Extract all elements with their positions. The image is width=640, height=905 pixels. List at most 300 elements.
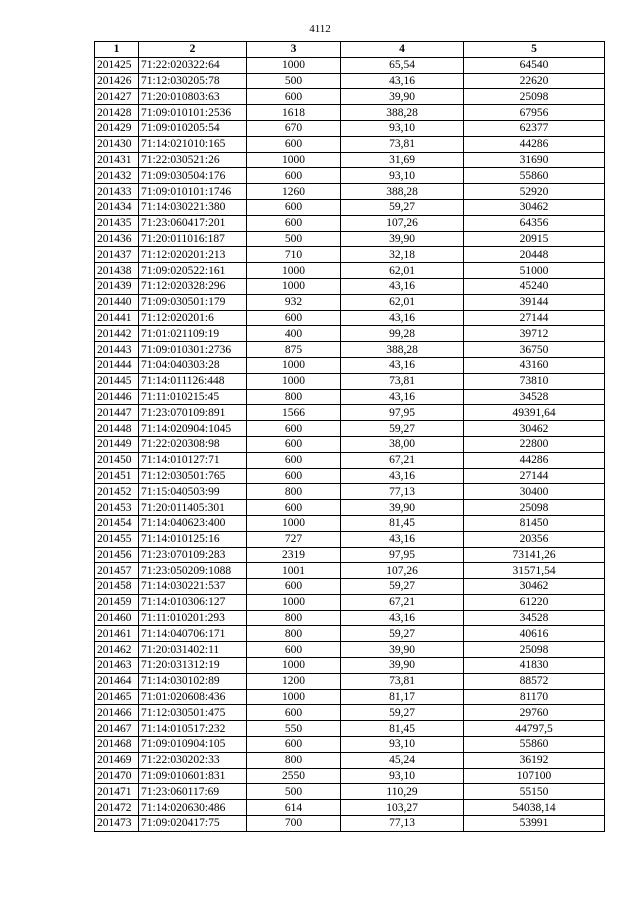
area-cell: 1001: [247, 563, 341, 579]
area-cell: 1260: [247, 184, 341, 200]
table-row: [95, 389, 605, 405]
value-cell: 53991: [464, 816, 605, 832]
rate-cell: 73,81: [341, 673, 464, 689]
rate-cell: 31,69: [341, 152, 464, 168]
cadastral-number-cell: 71:01:020608:436: [139, 689, 247, 705]
row-number-cell: 201463: [95, 658, 139, 674]
value-cell: 54038,14: [464, 800, 605, 816]
area-cell: 1000: [247, 263, 341, 279]
cadastral-number-cell: 71:14:040706:171: [139, 626, 247, 642]
cadastral-number-cell: 71:23:060117:69: [139, 784, 247, 800]
row-number-cell: 201461: [95, 626, 139, 642]
table-row: [95, 421, 605, 437]
cadastral-number-cell: 71:23:050209:1088: [139, 563, 247, 579]
table-row: [95, 547, 605, 563]
value-cell: 39144: [464, 294, 605, 310]
rate-cell: 43,16: [341, 610, 464, 626]
area-cell: 1000: [247, 658, 341, 674]
area-cell: 1566: [247, 405, 341, 421]
rate-cell: 45,24: [341, 752, 464, 768]
rate-cell: 77,13: [341, 484, 464, 500]
rate-cell: 43,16: [341, 389, 464, 405]
row-number-cell: 201454: [95, 515, 139, 531]
table-row: [95, 231, 605, 247]
table-row: [95, 105, 605, 121]
header-row: [95, 42, 605, 58]
value-cell: 31690: [464, 152, 605, 168]
row-number-cell: 201439: [95, 278, 139, 294]
value-cell: 45240: [464, 278, 605, 294]
row-number-cell: 201448: [95, 421, 139, 437]
value-cell: 36192: [464, 752, 605, 768]
value-cell: 22620: [464, 73, 605, 89]
table-row: [95, 247, 605, 263]
value-cell: 55860: [464, 737, 605, 753]
row-number-cell: 201471: [95, 784, 139, 800]
rate-cell: 81,45: [341, 515, 464, 531]
rate-cell: 93,10: [341, 768, 464, 784]
row-number-cell: 201433: [95, 184, 139, 200]
cadastral-number-cell: 71:09:010205:54: [139, 120, 247, 136]
row-number-cell: 201452: [95, 484, 139, 500]
table-row: [95, 263, 605, 279]
area-cell: 1200: [247, 673, 341, 689]
value-cell: 20915: [464, 231, 605, 247]
rate-cell: 93,10: [341, 737, 464, 753]
rate-cell: 59,27: [341, 421, 464, 437]
row-number-cell: 201438: [95, 263, 139, 279]
cadastral-number-cell: 71:20:011405:301: [139, 500, 247, 516]
rate-cell: 43,16: [341, 468, 464, 484]
row-number-cell: 201443: [95, 342, 139, 358]
area-cell: 800: [247, 752, 341, 768]
cadastral-number-cell: 71:14:011126:448: [139, 373, 247, 389]
value-cell: 73810: [464, 373, 605, 389]
value-cell: 43160: [464, 357, 605, 373]
rate-cell: 43,16: [341, 73, 464, 89]
rate-cell: 32,18: [341, 247, 464, 263]
column-header-4: 4: [341, 42, 464, 58]
column-header-1: 1: [95, 42, 139, 58]
cadastral-value-table: [94, 41, 605, 832]
area-cell: 800: [247, 484, 341, 500]
cadastral-number-cell: 71:20:031312:19: [139, 658, 247, 674]
row-number-cell: 201468: [95, 737, 139, 753]
table-row: [95, 800, 605, 816]
cadastral-number-cell: 71:14:010517:232: [139, 721, 247, 737]
table-row: [95, 73, 605, 89]
rate-cell: 388,28: [341, 184, 464, 200]
value-cell: 25098: [464, 89, 605, 105]
area-cell: 800: [247, 610, 341, 626]
value-cell: 49391,64: [464, 405, 605, 421]
area-cell: 2550: [247, 768, 341, 784]
area-cell: 600: [247, 136, 341, 152]
cadastral-number-cell: 71:14:030102:89: [139, 673, 247, 689]
value-cell: 81450: [464, 515, 605, 531]
area-cell: 800: [247, 389, 341, 405]
table-row: [95, 294, 605, 310]
row-number-cell: 201472: [95, 800, 139, 816]
value-cell: 39712: [464, 326, 605, 342]
value-cell: 73141,26: [464, 547, 605, 563]
value-cell: 44797,5: [464, 721, 605, 737]
row-number-cell: 201435: [95, 215, 139, 231]
rate-cell: 107,26: [341, 563, 464, 579]
area-cell: 1000: [247, 278, 341, 294]
table-row: [95, 752, 605, 768]
rate-cell: 62,01: [341, 263, 464, 279]
area-cell: 600: [247, 421, 341, 437]
row-number-cell: 201426: [95, 73, 139, 89]
table-row: [95, 373, 605, 389]
rate-cell: 67,21: [341, 594, 464, 610]
rate-cell: 43,16: [341, 357, 464, 373]
cadastral-number-cell: 71:12:020328:296: [139, 278, 247, 294]
value-cell: 34528: [464, 610, 605, 626]
rate-cell: 39,90: [341, 89, 464, 105]
area-cell: 1000: [247, 594, 341, 610]
row-number-cell: 201429: [95, 120, 139, 136]
table-row: [95, 768, 605, 784]
area-cell: 550: [247, 721, 341, 737]
cadastral-number-cell: 71:09:030501:179: [139, 294, 247, 310]
area-cell: 710: [247, 247, 341, 263]
cadastral-number-cell: 71:14:040623:400: [139, 515, 247, 531]
table-row: [95, 278, 605, 294]
cadastral-number-cell: 71:15:040503:99: [139, 484, 247, 500]
table-row: [95, 199, 605, 215]
table-row: [95, 436, 605, 452]
table-row: [95, 452, 605, 468]
value-cell: 64356: [464, 215, 605, 231]
value-cell: 40616: [464, 626, 605, 642]
rate-cell: 110,29: [341, 784, 464, 800]
rate-cell: 388,28: [341, 342, 464, 358]
cadastral-number-cell: 71:01:021109:19: [139, 326, 247, 342]
cadastral-number-cell: 71:23:060417:201: [139, 215, 247, 231]
table-body: [95, 57, 605, 831]
row-number-cell: 201437: [95, 247, 139, 263]
area-cell: 1000: [247, 152, 341, 168]
value-cell: 25098: [464, 500, 605, 516]
area-cell: 600: [247, 89, 341, 105]
row-number-cell: 201442: [95, 326, 139, 342]
rate-cell: 62,01: [341, 294, 464, 310]
area-cell: 500: [247, 73, 341, 89]
value-cell: 36750: [464, 342, 605, 358]
value-cell: 88572: [464, 673, 605, 689]
row-number-cell: 201455: [95, 531, 139, 547]
cadastral-number-cell: 71:22:030202:33: [139, 752, 247, 768]
row-number-cell: 201450: [95, 452, 139, 468]
table-row: [95, 515, 605, 531]
value-cell: 52920: [464, 184, 605, 200]
area-cell: 2319: [247, 547, 341, 563]
cadastral-number-cell: 71:09:030504:176: [139, 168, 247, 184]
row-number-cell: 201460: [95, 610, 139, 626]
value-cell: 30462: [464, 579, 605, 595]
area-cell: 600: [247, 579, 341, 595]
cadastral-number-cell: 71:09:010904:105: [139, 737, 247, 753]
value-cell: 30462: [464, 421, 605, 437]
rate-cell: 388,28: [341, 105, 464, 121]
rate-cell: 38,00: [341, 436, 464, 452]
rate-cell: 39,90: [341, 500, 464, 516]
value-cell: 107100: [464, 768, 605, 784]
rate-cell: 59,27: [341, 626, 464, 642]
cadastral-number-cell: 71:11:010201:293: [139, 610, 247, 626]
table-row: [95, 705, 605, 721]
value-cell: 22800: [464, 436, 605, 452]
table-row: [95, 642, 605, 658]
value-cell: 30400: [464, 484, 605, 500]
value-cell: 44286: [464, 136, 605, 152]
value-cell: 41830: [464, 658, 605, 674]
cadastral-number-cell: 71:14:021010:165: [139, 136, 247, 152]
area-cell: 600: [247, 168, 341, 184]
table-row: [95, 610, 605, 626]
column-header-2: 2: [139, 42, 247, 58]
cadastral-number-cell: 71:14:010127:71: [139, 452, 247, 468]
row-number-cell: 201431: [95, 152, 139, 168]
cadastral-number-cell: 71:09:010101:2536: [139, 105, 247, 121]
cadastral-number-cell: 71:14:010306:127: [139, 594, 247, 610]
value-cell: 34528: [464, 389, 605, 405]
value-cell: 81170: [464, 689, 605, 705]
value-cell: 30462: [464, 199, 605, 215]
area-cell: 875: [247, 342, 341, 358]
table-row: [95, 689, 605, 705]
rate-cell: 97,95: [341, 405, 464, 421]
row-number-cell: 201467: [95, 721, 139, 737]
area-cell: 700: [247, 816, 341, 832]
rate-cell: 59,27: [341, 705, 464, 721]
cadastral-number-cell: 71:22:020322:64: [139, 57, 247, 73]
table-row: [95, 784, 605, 800]
area-cell: 500: [247, 784, 341, 800]
row-number-cell: 201425: [95, 57, 139, 73]
cadastral-number-cell: 71:12:020201:6: [139, 310, 247, 326]
column-header-3: 3: [247, 42, 341, 58]
row-number-cell: 201434: [95, 199, 139, 215]
table-row: [95, 168, 605, 184]
cadastral-number-cell: 71:14:020904:1045: [139, 421, 247, 437]
area-cell: 600: [247, 199, 341, 215]
row-number-cell: 201441: [95, 310, 139, 326]
value-cell: 27144: [464, 310, 605, 326]
row-number-cell: 201470: [95, 768, 139, 784]
value-cell: 55150: [464, 784, 605, 800]
table-row: [95, 658, 605, 674]
area-cell: 800: [247, 626, 341, 642]
rate-cell: 73,81: [341, 136, 464, 152]
rate-cell: 43,16: [341, 310, 464, 326]
value-cell: 20448: [464, 247, 605, 263]
rate-cell: 65,54: [341, 57, 464, 73]
rate-cell: 59,27: [341, 579, 464, 595]
area-cell: 600: [247, 642, 341, 658]
cadastral-number-cell: 71:11:010215:45: [139, 389, 247, 405]
cadastral-number-cell: 71:04:040303:28: [139, 357, 247, 373]
row-number-cell: 201473: [95, 816, 139, 832]
rate-cell: 93,10: [341, 120, 464, 136]
table-row: [95, 357, 605, 373]
rate-cell: 93,10: [341, 168, 464, 184]
row-number-cell: 201451: [95, 468, 139, 484]
table-row: [95, 626, 605, 642]
rate-cell: 107,26: [341, 215, 464, 231]
rate-cell: 77,13: [341, 816, 464, 832]
value-cell: 64540: [464, 57, 605, 73]
rate-cell: 43,16: [341, 278, 464, 294]
area-cell: 1000: [247, 357, 341, 373]
table-row: [95, 500, 605, 516]
value-cell: 44286: [464, 452, 605, 468]
table-row: [95, 737, 605, 753]
area-cell: 727: [247, 531, 341, 547]
table-row: [95, 468, 605, 484]
row-number-cell: 201462: [95, 642, 139, 658]
area-cell: 1618: [247, 105, 341, 121]
rate-cell: 59,27: [341, 199, 464, 215]
value-cell: 20356: [464, 531, 605, 547]
rate-cell: 39,90: [341, 658, 464, 674]
area-cell: 600: [247, 500, 341, 516]
row-number-cell: 201465: [95, 689, 139, 705]
table-row: [95, 310, 605, 326]
table-row: [95, 563, 605, 579]
value-cell: 67956: [464, 105, 605, 121]
rate-cell: 39,90: [341, 231, 464, 247]
rate-cell: 81,45: [341, 721, 464, 737]
table-row: [95, 326, 605, 342]
value-cell: 62377: [464, 120, 605, 136]
rate-cell: 73,81: [341, 373, 464, 389]
row-number-cell: 201445: [95, 373, 139, 389]
row-number-cell: 201453: [95, 500, 139, 516]
value-cell: 29760: [464, 705, 605, 721]
area-cell: 500: [247, 231, 341, 247]
cadastral-number-cell: 71:09:020522:161: [139, 263, 247, 279]
area-cell: 614: [247, 800, 341, 816]
value-cell: 61220: [464, 594, 605, 610]
row-number-cell: 201458: [95, 579, 139, 595]
row-number-cell: 201457: [95, 563, 139, 579]
cadastral-number-cell: 71:23:070109:283: [139, 547, 247, 563]
table-row: [95, 579, 605, 595]
cadastral-number-cell: 71:09:010301:2736: [139, 342, 247, 358]
area-cell: 1000: [247, 57, 341, 73]
cadastral-number-cell: 71:09:010601:831: [139, 768, 247, 784]
cadastral-number-cell: 71:14:030221:380: [139, 199, 247, 215]
cadastral-number-cell: 71:14:010125:16: [139, 531, 247, 547]
table-row: [95, 89, 605, 105]
table-row: [95, 673, 605, 689]
cadastral-number-cell: 71:20:010803:63: [139, 89, 247, 105]
cadastral-number-cell: 71:12:020201:213: [139, 247, 247, 263]
cadastral-number-cell: 71:12:030205:78: [139, 73, 247, 89]
row-number-cell: 201469: [95, 752, 139, 768]
table-row: [95, 342, 605, 358]
table-row: [95, 136, 605, 152]
row-number-cell: 201430: [95, 136, 139, 152]
row-number-cell: 201447: [95, 405, 139, 421]
table-row: [95, 215, 605, 231]
table-row: [95, 721, 605, 737]
rate-cell: 43,16: [341, 531, 464, 547]
row-number-cell: 201436: [95, 231, 139, 247]
cadastral-number-cell: 71:09:020417:75: [139, 816, 247, 832]
area-cell: 1000: [247, 689, 341, 705]
row-number-cell: 201459: [95, 594, 139, 610]
cadastral-number-cell: 71:14:020630:486: [139, 800, 247, 816]
area-cell: 600: [247, 215, 341, 231]
row-number-cell: 201446: [95, 389, 139, 405]
page-number: 4112: [309, 23, 331, 35]
row-number-cell: 201466: [95, 705, 139, 721]
column-header-5: 5: [464, 42, 605, 58]
rate-cell: 39,90: [341, 642, 464, 658]
value-cell: 27144: [464, 468, 605, 484]
table-row: [95, 484, 605, 500]
area-cell: 932: [247, 294, 341, 310]
row-number-cell: 201444: [95, 357, 139, 373]
cadastral-number-cell: 71:22:020308:98: [139, 436, 247, 452]
rate-cell: 67,21: [341, 452, 464, 468]
cadastral-number-cell: 71:23:070109:891: [139, 405, 247, 421]
cadastral-number-cell: 71:14:030221:537: [139, 579, 247, 595]
area-cell: 1000: [247, 515, 341, 531]
table-row: [95, 594, 605, 610]
value-cell: 51000: [464, 263, 605, 279]
table-row: [95, 152, 605, 168]
table-row: [95, 816, 605, 832]
area-cell: 400: [247, 326, 341, 342]
area-cell: 600: [247, 436, 341, 452]
table-row: [95, 184, 605, 200]
value-cell: 25098: [464, 642, 605, 658]
row-number-cell: 201440: [95, 294, 139, 310]
row-number-cell: 201427: [95, 89, 139, 105]
row-number-cell: 201464: [95, 673, 139, 689]
cadastral-number-cell: 71:22:030521:26: [139, 152, 247, 168]
row-number-cell: 201432: [95, 168, 139, 184]
area-cell: 1000: [247, 373, 341, 389]
value-cell: 55860: [464, 168, 605, 184]
area-cell: 600: [247, 705, 341, 721]
row-number-cell: 201428: [95, 105, 139, 121]
cadastral-number-cell: 71:12:030501:475: [139, 705, 247, 721]
table-row: [95, 531, 605, 547]
rate-cell: 103,27: [341, 800, 464, 816]
table-row: [95, 57, 605, 73]
row-number-cell: 201449: [95, 436, 139, 452]
rate-cell: 99,28: [341, 326, 464, 342]
row-number-cell: 201456: [95, 547, 139, 563]
rate-cell: 97,95: [341, 547, 464, 563]
rate-cell: 81,17: [341, 689, 464, 705]
area-cell: 600: [247, 468, 341, 484]
cadastral-number-cell: 71:12:030501:765: [139, 468, 247, 484]
table-row: [95, 120, 605, 136]
cadastral-number-cell: 71:09:010101:1746: [139, 184, 247, 200]
area-cell: 670: [247, 120, 341, 136]
cadastral-number-cell: 71:20:031402:11: [139, 642, 247, 658]
value-cell: 31571,54: [464, 563, 605, 579]
area-cell: 600: [247, 452, 341, 468]
area-cell: 600: [247, 737, 341, 753]
